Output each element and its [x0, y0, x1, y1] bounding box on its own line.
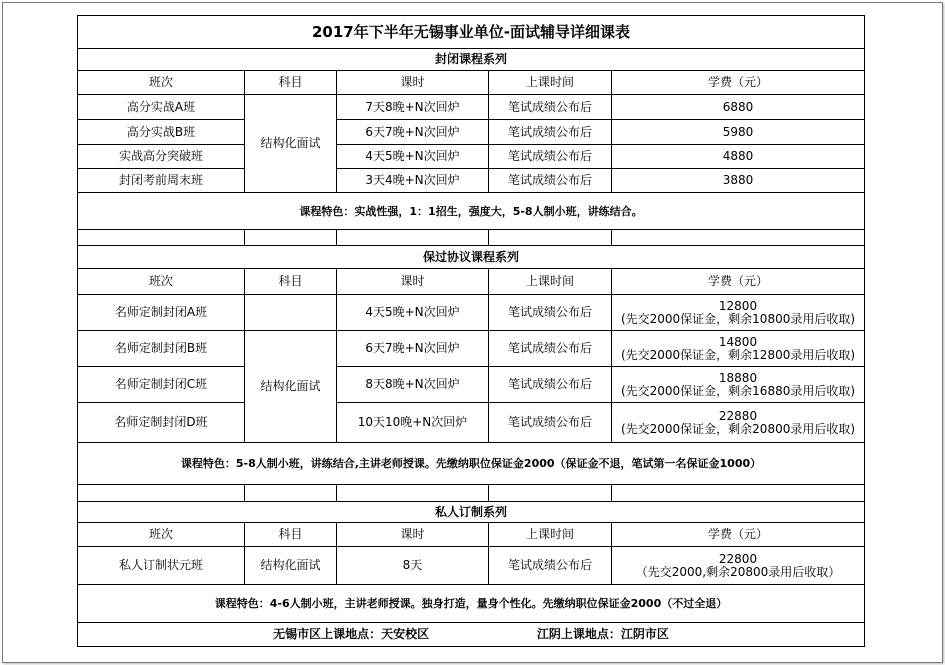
class-cell: 名师定制封闭C班	[78, 367, 245, 403]
hours-cell: 8天	[337, 547, 489, 585]
blank-row	[78, 485, 865, 502]
fee-cell	[612, 547, 865, 585]
header-subject: 科目	[245, 523, 337, 547]
table-row	[78, 403, 865, 443]
time-cell: 笔试成绩公布后	[489, 295, 612, 331]
header-class: 班次	[78, 269, 245, 295]
header-hours: 课时	[337, 269, 489, 295]
section-title: 私人订制系列	[78, 502, 865, 523]
course-feature: 课程特色：4-6人制小班，主讲老师授课。独身打造，量身个性化。先缴纳职位保证金2000（不过全退）	[78, 585, 865, 623]
fee-cell	[612, 367, 865, 403]
header-time: 上课时间	[489, 269, 612, 295]
class-cell: 高分实战A班	[78, 95, 245, 120]
fee-amount: 22800	[718, 551, 758, 566]
title-row	[78, 16, 865, 49]
header-subject: 科目	[245, 269, 337, 295]
class-cell: 高分实战B班	[78, 120, 245, 145]
hours-cell: 4天5晚+N次回炉	[337, 145, 489, 169]
location-cell	[78, 623, 865, 647]
fee-amount: 22880	[718, 408, 758, 423]
page-title: 2017年下半年无锡事业单位-面试辅导详细课表	[78, 16, 865, 49]
class-cell: 私人订制状元班	[78, 547, 245, 585]
hours-cell: 10天10晚+N次回炉	[337, 403, 489, 443]
section-title: 封闭课程系列	[78, 49, 865, 71]
header-subject: 科目	[245, 71, 337, 95]
hours-cell: 3天4晚+N次回炉	[337, 169, 489, 193]
time-cell: 笔试成绩公布后	[489, 120, 612, 145]
header-fee: 学费（元）	[612, 523, 865, 547]
table-row	[78, 367, 865, 403]
course-feature: 课程特色：5-8人制小班，讲练结合,主讲老师授课。先缴纳职位保证金2000（保证金不退，笔试第一名保证金1000）	[78, 443, 865, 485]
subject-cell: 结构化面试	[245, 547, 337, 585]
fee-cell: 5980	[612, 120, 865, 145]
header-fee: 学费（元）	[612, 71, 865, 95]
header-time: 上课时间	[489, 71, 612, 95]
header-class: 班次	[78, 523, 245, 547]
fee-cell	[612, 295, 865, 331]
schedule-table	[77, 15, 865, 647]
fee-cell: 3880	[612, 169, 865, 193]
hours-cell: 7天8晚+N次回炉	[337, 95, 489, 120]
time-cell: 笔试成绩公布后	[489, 169, 612, 193]
table-row	[78, 95, 865, 120]
subject-cell-empty	[245, 295, 337, 331]
section-title: 保过协议课程系列	[78, 246, 865, 269]
feature-row	[78, 443, 865, 485]
header-class: 班次	[78, 71, 245, 95]
wuxi-location: 无锡市区上课地点：天安校区	[273, 627, 430, 641]
section-header-row	[78, 49, 865, 71]
fee-note: (先交2000保证金，剩余12800录用后收取)	[620, 347, 856, 362]
table-row	[78, 331, 865, 367]
header-hours: 课时	[337, 71, 489, 95]
fee-note: (先交2000保证金，剩余16880录用后收取)	[620, 383, 856, 398]
time-cell: 笔试成绩公布后	[489, 95, 612, 120]
table-row	[78, 295, 865, 331]
class-cell: 封闭考前周末班	[78, 169, 245, 193]
fee-cell: 4880	[612, 145, 865, 169]
class-cell: 名师定制封闭B班	[78, 331, 245, 367]
section-header-row	[78, 246, 865, 269]
fee-note: (先交2000保证金，剩余20800录用后收取)	[620, 421, 856, 436]
jiangyin-location: 江阴上课地点：江阴市区	[536, 627, 669, 641]
section-header-row	[78, 502, 865, 523]
table-row	[78, 169, 865, 193]
hours-cell: 8天8晚+N次回炉	[337, 367, 489, 403]
subject-cell: 结构化面试	[245, 95, 337, 193]
fee-amount: 18880	[718, 370, 758, 385]
time-cell: 笔试成绩公布后	[489, 331, 612, 367]
table-row	[78, 145, 865, 169]
fee-cell: 6880	[612, 95, 865, 120]
fee-cell	[612, 331, 865, 367]
time-cell: 笔试成绩公布后	[489, 403, 612, 443]
table-row	[78, 547, 865, 585]
column-header-row	[78, 523, 865, 547]
header-time: 上课时间	[489, 523, 612, 547]
footer-row	[78, 623, 865, 647]
header-fee: 学费（元）	[612, 269, 865, 295]
fee-amount: 12800	[718, 298, 758, 313]
class-cell: 实战高分突破班	[78, 145, 245, 169]
feature-row	[78, 585, 865, 623]
class-cell: 名师定制封闭D班	[78, 403, 245, 443]
fee-cell	[612, 403, 865, 443]
column-header-row	[78, 71, 865, 95]
fee-note: (先交2000保证金，剩余10800录用后收取)	[620, 311, 856, 326]
fee-amount: 14800	[718, 334, 758, 349]
fee-note: （先交2000,剩余20800录用后收取）	[635, 564, 841, 579]
time-cell: 笔试成绩公布后	[489, 547, 612, 585]
time-cell: 笔试成绩公布后	[489, 145, 612, 169]
hours-cell: 4天5晚+N次回炉	[337, 295, 489, 331]
hours-cell: 6天7晚+N次回炉	[337, 331, 489, 367]
column-header-row	[78, 269, 865, 295]
course-feature: 课程特色：实战性强，1：1招生，强度大，5-8人制小班，讲练结合。	[78, 193, 865, 230]
subject-cell: 结构化面试	[245, 331, 337, 443]
feature-row	[78, 193, 865, 230]
class-cell: 名师定制封闭A班	[78, 295, 245, 331]
header-hours: 课时	[337, 523, 489, 547]
time-cell: 笔试成绩公布后	[489, 367, 612, 403]
blank-row	[78, 230, 865, 246]
hours-cell: 6天7晚+N次回炉	[337, 120, 489, 145]
table-row	[78, 120, 865, 145]
